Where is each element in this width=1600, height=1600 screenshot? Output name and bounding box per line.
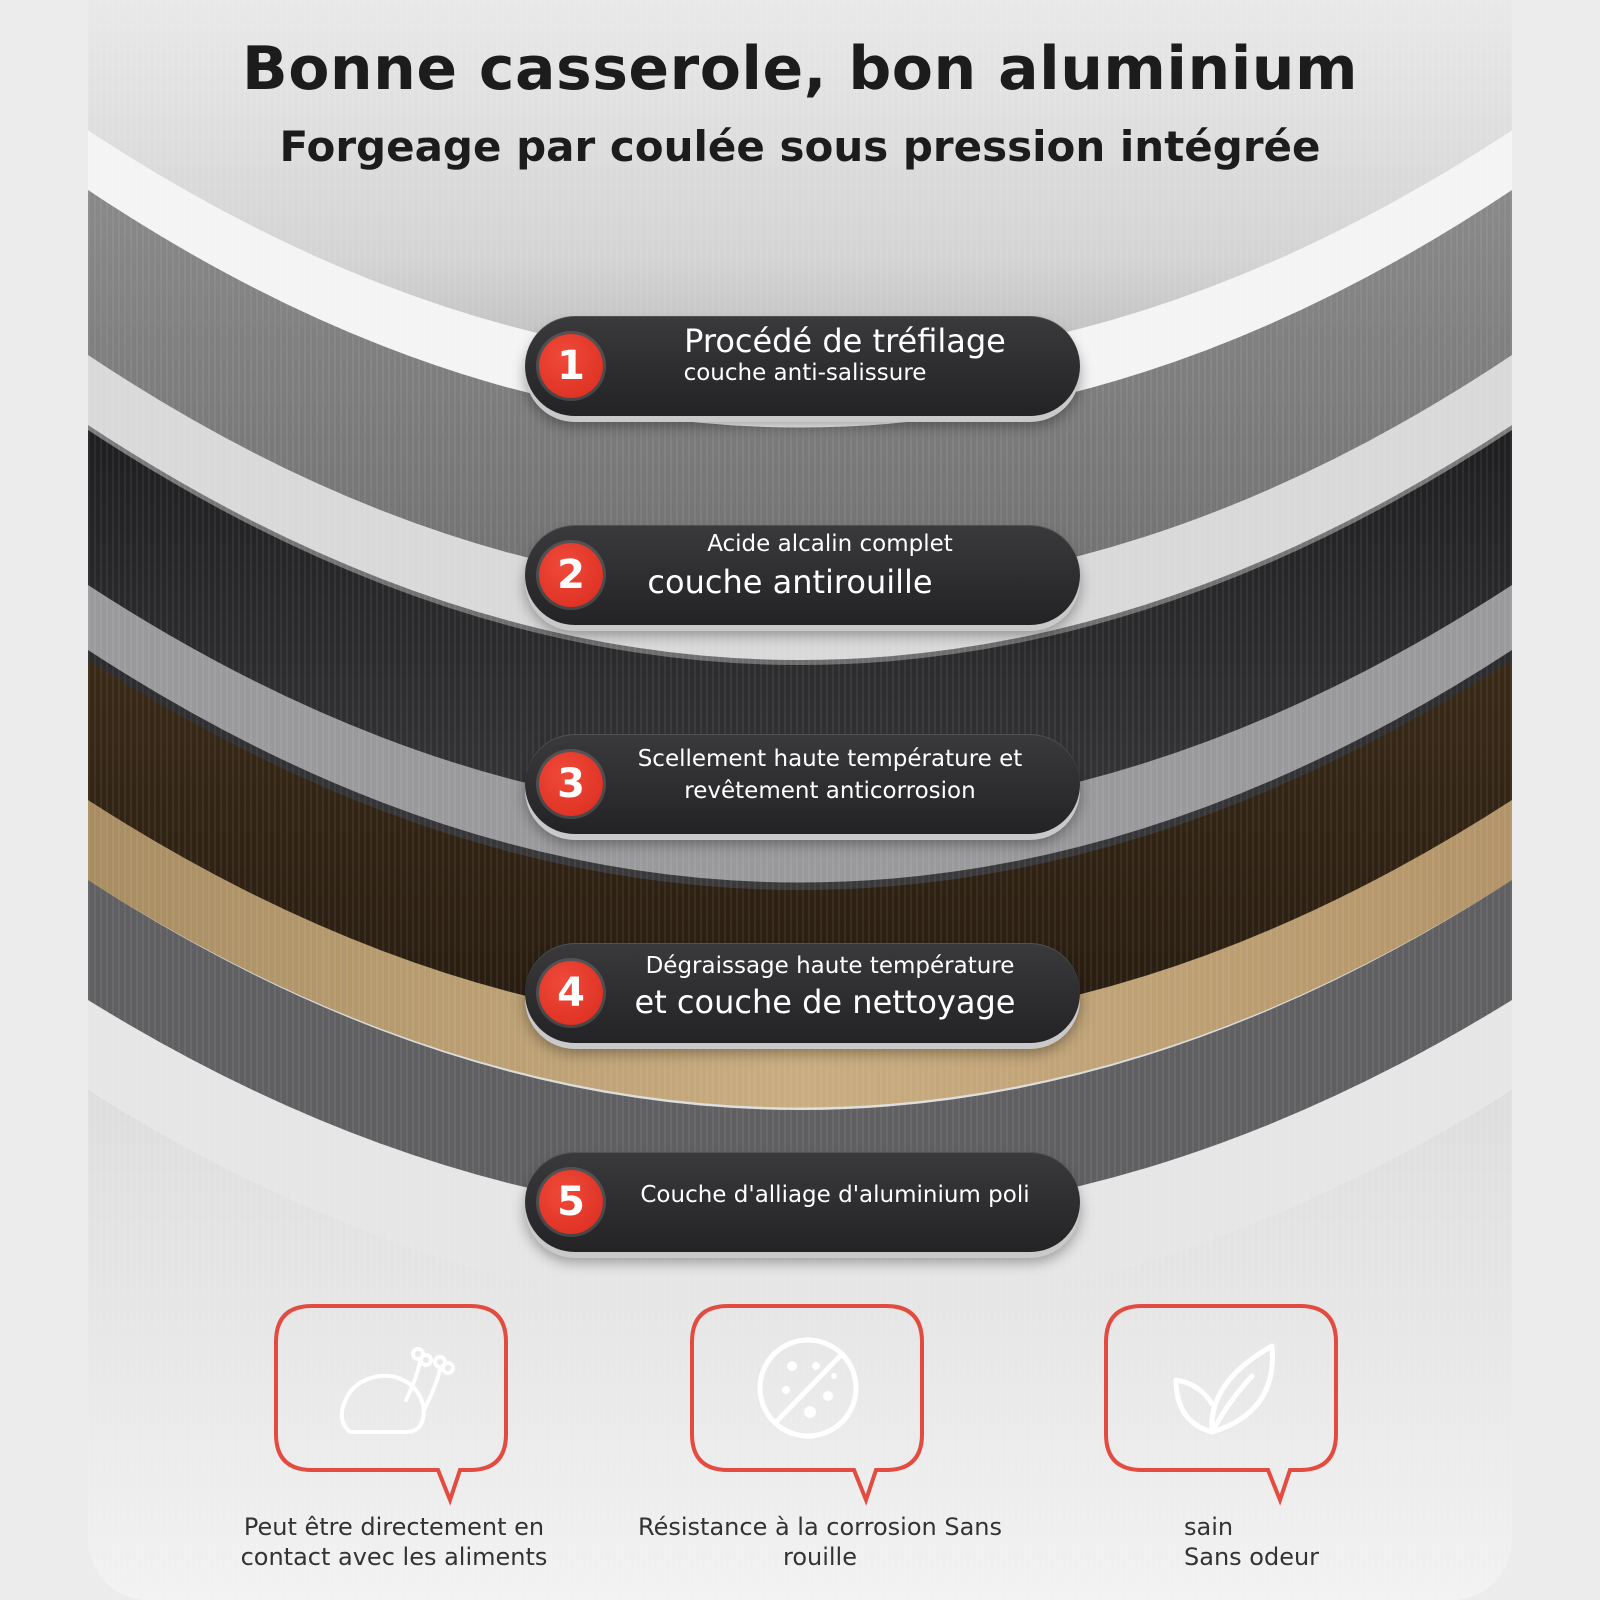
layer-pill-4 <box>525 943 1080 1043</box>
layer-number-badge: 3 <box>539 752 603 816</box>
layer-title: couche antirouille <box>647 563 933 601</box>
feature-text-line: Peut être directement en <box>243 1513 545 1541</box>
feature-food-contact-text <box>184 1512 604 1572</box>
feature-text-line: sain <box>1184 1513 1234 1541</box>
layer-number-badge: 1 <box>539 334 603 398</box>
page-subtitle: Forgeage par coulée sous pression intégrée <box>279 122 1321 171</box>
layer-title: Couche d'alliage d'aluminium poli <box>640 1182 1030 1208</box>
leaf-icon <box>1172 1342 1278 1438</box>
feature-corrosion-text <box>610 1512 1030 1572</box>
layer-subtitle: couche anti-salissure <box>683 360 927 386</box>
layer-pill-3 <box>525 734 1080 834</box>
feature-food-contact <box>272 1302 510 1478</box>
layer-title: Procédé de tréfilage <box>684 322 1006 360</box>
layer-subtitle: revêtement anticorrosion <box>684 778 976 804</box>
layer-number-badge: 4 <box>539 961 603 1025</box>
chicken-icon <box>336 1340 456 1440</box>
layer-subtitle: Dégraissage haute température <box>645 953 1015 979</box>
layer-number-badge: 5 <box>539 1170 603 1234</box>
layer-pill-2 <box>525 525 1080 625</box>
layer-pill-1 <box>525 316 1080 416</box>
feature-healthy-text <box>1040 1512 1460 1572</box>
layer-subtitle: Acide alcalin complet <box>707 531 953 557</box>
feature-text-line: Sans odeur <box>1184 1543 1320 1571</box>
no-bacteria-icon <box>756 1336 860 1440</box>
layer-pill-5 <box>525 1152 1080 1252</box>
feature-corrosion-resistance <box>688 1302 926 1478</box>
page-title: Bonne casserole, bon aluminium <box>241 34 1359 104</box>
layer-number-badge: 2 <box>539 543 603 607</box>
feature-text-line: contact avec les aliments <box>240 1543 548 1571</box>
feature-healthy <box>1102 1302 1340 1478</box>
feature-text-line: Résistance à la corrosion Sans <box>638 1513 1002 1541</box>
feature-text-line: rouille <box>782 1543 857 1571</box>
layer-title: Scellement haute température et <box>637 746 1023 772</box>
layer-title: et couche de nettoyage <box>634 983 1016 1021</box>
